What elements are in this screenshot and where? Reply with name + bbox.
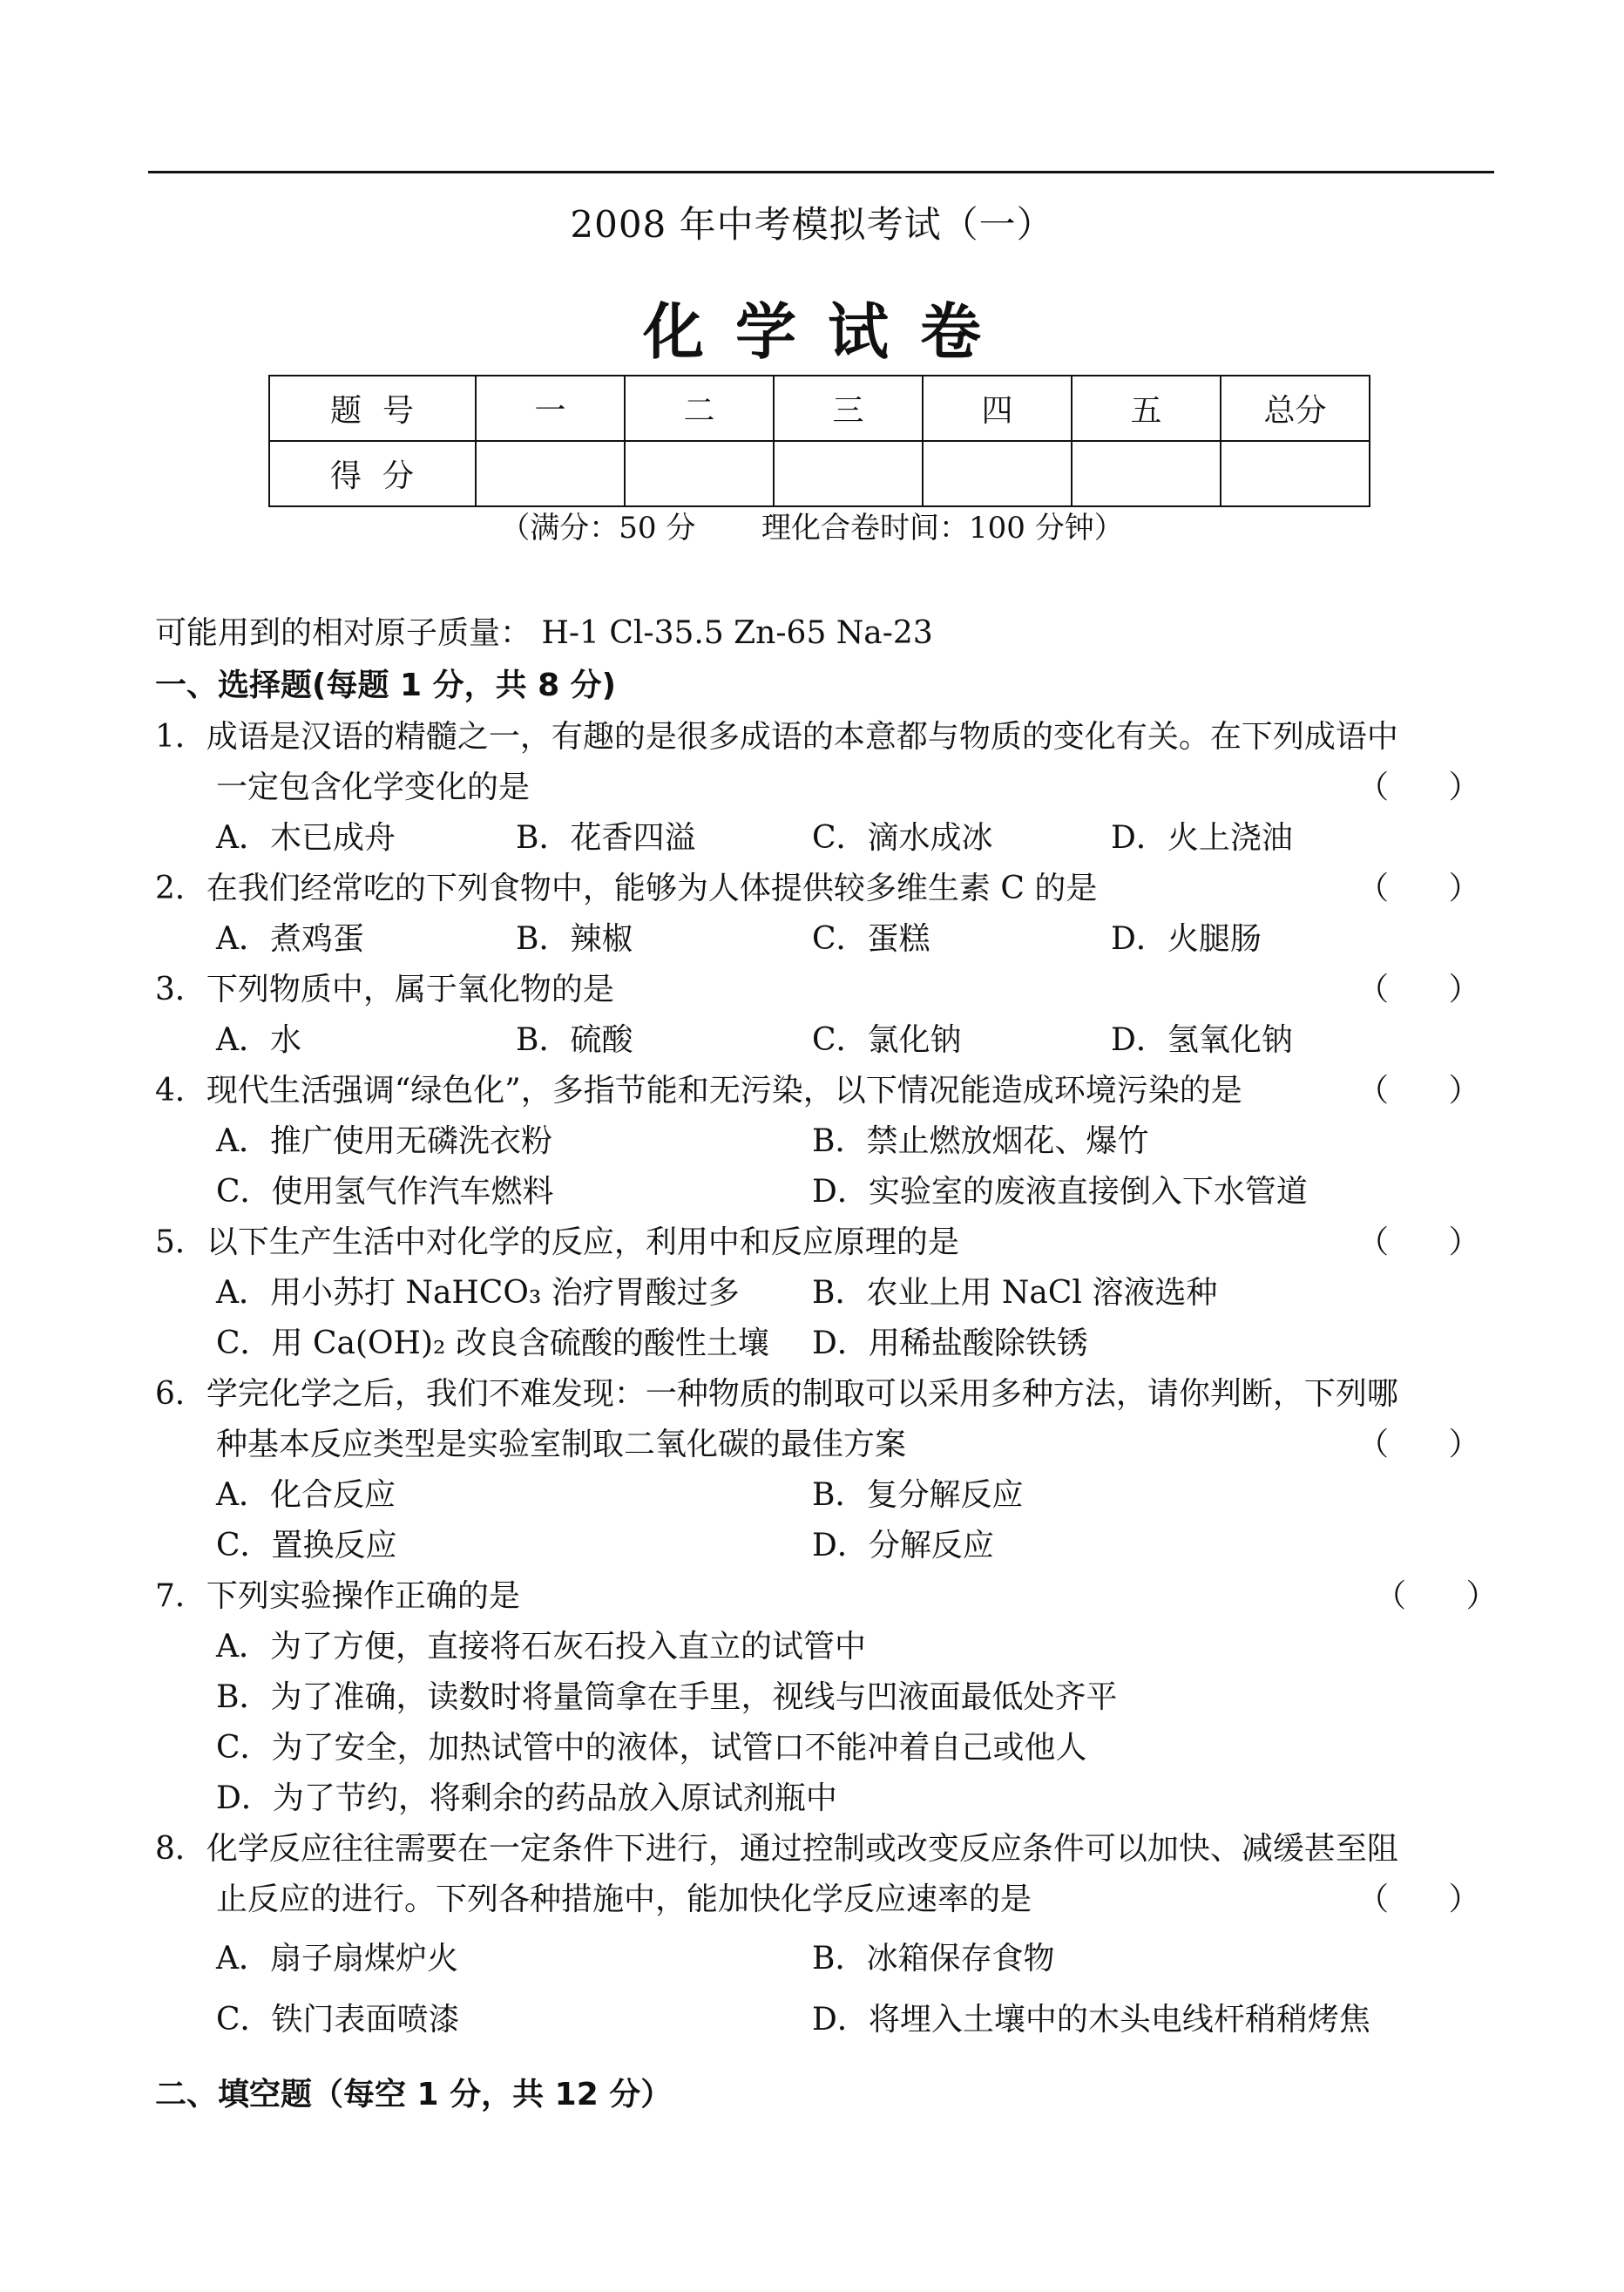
q1-option-b: B．花香四溢	[516, 820, 696, 856]
q4-option-a: A．推广使用无磷洗衣粉	[216, 1123, 552, 1159]
question-2-stem: 2．在我们经常吃的下列食物中，能够为人体提供较多维生素 C 的是	[155, 871, 1098, 906]
question-number-label: 题号	[269, 376, 476, 441]
exam-title	[0, 283, 1624, 371]
score-cell	[774, 441, 923, 506]
title-char: 卷	[920, 296, 981, 368]
q7-option-b: B．为了准确，读数时将量筒拿在手里，视线与凹液面最低处齐平	[216, 1679, 1118, 1715]
score-table-score-row	[269, 441, 1370, 506]
q2-option-a: A．煮鸡蛋	[216, 921, 364, 957]
question-7-stem: 7．下列实验操作正确的是	[155, 1578, 520, 1614]
score-cell	[1221, 441, 1370, 506]
title-char: 学	[735, 296, 796, 368]
answer-paren: （ ）	[1357, 1427, 1480, 1462]
question-8-stem-cont: 止反应的进行。下列各种措施中，能加快化学反应速率的是	[216, 1882, 1032, 1917]
question-6-stem: 6．学完化学之后，我们不难发现：一种物质的制取可以采用多种方法，请你判断，下列哪	[155, 1376, 1398, 1412]
q2-option-c: C．蛋糕	[812, 921, 930, 957]
answer-paren: （ ）	[1375, 1578, 1498, 1614]
top-rule	[148, 171, 1494, 173]
q5-option-a: A．用小苏打 NaHCO₃ 治疗胃酸过多	[216, 1275, 740, 1311]
section-1-title: 一、选择题(每题 1 分，共 8 分)	[155, 668, 617, 703]
q2-option-b: B．辣椒	[516, 921, 633, 957]
q4-option-b: B．禁止燃放烟花、爆竹	[812, 1123, 1149, 1159]
section-2-title: 二、填空题（每空 1 分，共 12 分）	[155, 2077, 673, 2112]
q8-option-d: D．将埋入土壤中的木头电线杆稍稍烤焦	[812, 2002, 1370, 2038]
score-col-2: 二	[625, 376, 774, 441]
score-table-header-row	[269, 376, 1370, 441]
q3-option-a: A．水	[216, 1022, 301, 1058]
exam-subtitle: 2008 年中考模拟考试（一）	[570, 203, 1054, 246]
q8-option-c: C．铁门表面喷漆	[216, 2002, 460, 2038]
score-info: （满分：50 分 理化合卷时间：100 分钟）	[500, 511, 1124, 546]
answer-paren: （ ）	[1357, 770, 1480, 805]
q4-option-d: D．实验室的废液直接倒入下水管道	[812, 1174, 1308, 1210]
score-cell	[625, 441, 774, 506]
score-label: 得分	[269, 441, 476, 506]
title-char: 化	[643, 296, 704, 368]
q6-option-a: A．化合反应	[216, 1477, 396, 1513]
q1-option-a: A．木已成舟	[216, 820, 396, 856]
q7-option-c: C．为了安全，加热试管中的液体，试管口不能冲着自己或他人	[216, 1730, 1087, 1766]
question-3-stem: 3．下列物质中，属于氧化物的是	[155, 972, 614, 1007]
q1-option-d: D．火上浇油	[1111, 820, 1293, 856]
answer-paren: （ ）	[1357, 871, 1480, 906]
q5-option-d: D．用稀盐酸除铁锈	[812, 1326, 1088, 1361]
question-5-stem: 5．以下生产生活中对化学的反应，利用中和反应原理的是	[155, 1224, 959, 1260]
answer-paren: （ ）	[1357, 1073, 1480, 1109]
q6-option-b: B．复分解反应	[812, 1477, 1024, 1513]
score-cell	[1072, 441, 1221, 506]
q4-option-c: C．使用氢气作汽车燃料	[216, 1174, 554, 1210]
q5-option-c: C．用 Ca(OH)₂ 改良含硫酸的酸性土壤	[216, 1326, 769, 1361]
answer-paren: （ ）	[1357, 1882, 1480, 1917]
q2-option-d: D．火腿肠	[1111, 921, 1262, 957]
atomic-mass-line: 可能用到的相对原子质量： H-1 Cl-35.5 Zn-65 Na-23	[155, 615, 933, 651]
question-6-stem-cont: 种基本反应类型是实验室制取二氧化碳的最佳方案	[216, 1427, 907, 1462]
q1-option-c: C．滴水成冰	[812, 820, 993, 856]
q3-option-d: D．氢氧化钠	[1111, 1022, 1293, 1058]
score-col-4: 四	[923, 376, 1072, 441]
q8-option-a: A．扇子扇煤炉火	[216, 1941, 458, 1977]
answer-paren: （ ）	[1357, 972, 1480, 1007]
question-4-stem: 4．现代生活强调“绿色化”，多指节能和无污染，以下情况能造成环境污染的是	[155, 1073, 1242, 1109]
score-table	[268, 375, 1370, 507]
q3-option-c: C．氯化钠	[812, 1022, 962, 1058]
score-col-5: 五	[1072, 376, 1221, 441]
q3-option-b: B．硫酸	[516, 1022, 633, 1058]
question-1-stem: 1．成语是汉语的精髓之一，有趣的是很多成语的本意都与物质的变化有关。在下列成语中	[155, 719, 1398, 755]
score-col-total: 总分	[1221, 376, 1370, 441]
q8-option-b: B．冰箱保存食物	[812, 1941, 1055, 1977]
q7-option-d: D．为了节约，将剩余的药品放入原试剂瓶中	[216, 1780, 837, 1816]
q5-option-b: B．农业上用 NaCl 溶液选种	[812, 1275, 1218, 1311]
question-1-stem-cont: 一定包含化学变化的是	[216, 770, 531, 805]
q7-option-a: A．为了方便，直接将石灰石投入直立的试管中	[216, 1629, 866, 1665]
title-char: 试	[828, 296, 889, 368]
q6-option-c: C．置换反应	[216, 1528, 397, 1563]
question-8-stem: 8．化学反应往往需要在一定条件下进行，通过控制或改变反应条件可以加快、减缓甚至阻	[155, 1831, 1398, 1867]
score-col-1: 一	[476, 376, 625, 441]
q6-option-d: D．分解反应	[812, 1528, 994, 1563]
score-cell	[476, 441, 625, 506]
score-col-3: 三	[774, 376, 923, 441]
score-cell	[923, 441, 1072, 506]
answer-paren: （ ）	[1357, 1224, 1480, 1260]
